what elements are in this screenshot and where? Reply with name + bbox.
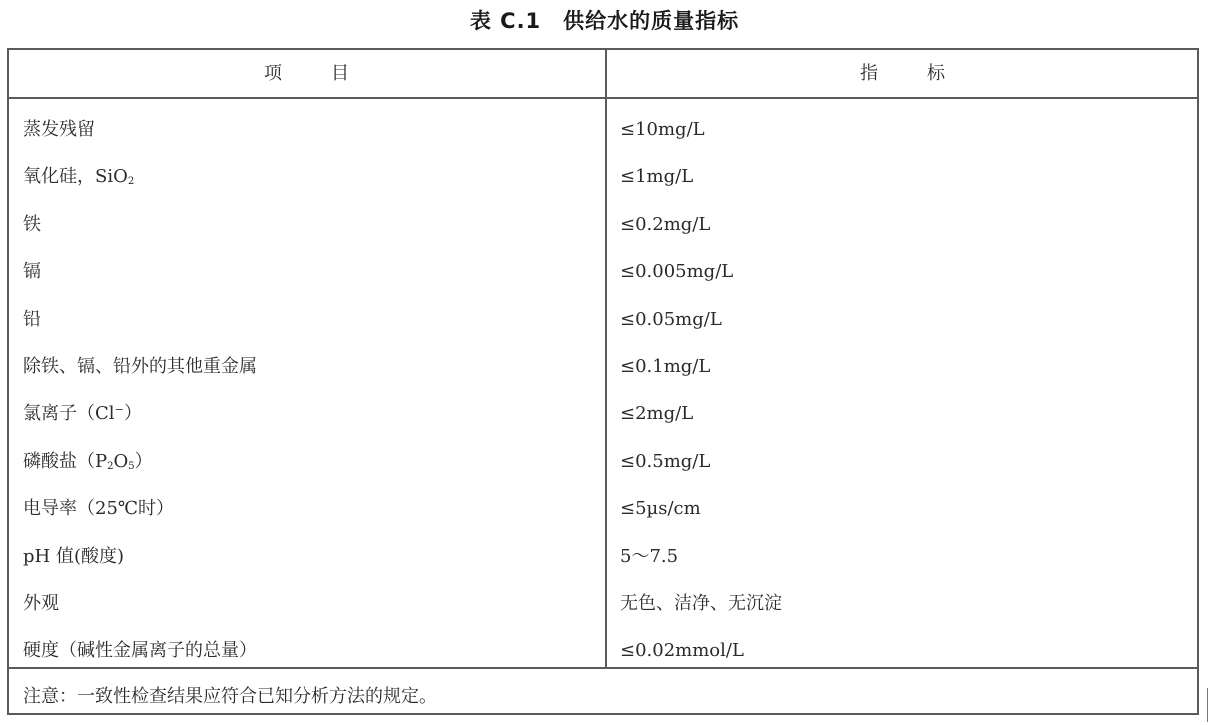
row-item: 铅: [23, 308, 41, 330]
table-header-row: [9, 50, 1197, 99]
table-row: [9, 383, 1197, 430]
row-item: 氧化硅，SiO$_2$: [23, 166, 135, 188]
row-item: 磷酸盐$(P_2O_5)$: [23, 450, 153, 472]
row-value: ≤0.2mg/L: [620, 213, 711, 235]
row-item: 外观: [23, 592, 59, 614]
row-value: ≤0.02mmol/L: [620, 640, 744, 662]
header-item: 项 目: [264, 63, 350, 84]
row-value: 无色、洁净、无沉淀: [620, 592, 782, 614]
table-row: [9, 431, 1197, 478]
row-item: 蒸发残留: [23, 119, 95, 140]
table-row: [9, 620, 1197, 667]
row-value: ≤0.05mg/L: [620, 308, 722, 330]
table-row: [9, 99, 1197, 146]
row-value: ≤0.5mg/L: [620, 450, 711, 472]
row-value: 5～7.5: [620, 545, 679, 567]
row-value: ≤1mg/L: [620, 166, 694, 188]
row-value: ≤10mg/L: [620, 119, 705, 140]
row-item: 除铁、镉、铅外的其他重金属: [23, 355, 257, 377]
page-edge-line: [1207, 688, 1208, 722]
table-title: [0, 4, 1209, 38]
row-item: 氯离子（Cl⁻）: [23, 403, 143, 425]
table-row: [9, 478, 1197, 525]
table-row: [9, 336, 1197, 383]
table-body: [9, 99, 1197, 668]
row-item: pH 值(酸度): [23, 545, 124, 567]
row-value: ≤0.1mg/L: [620, 355, 711, 377]
table-row: [9, 289, 1197, 336]
table-row: [9, 241, 1197, 288]
header-indicator: 指 标: [860, 63, 946, 84]
table-caption: 供给水的质量指标: [563, 9, 740, 33]
table-row: [9, 194, 1197, 241]
table-note: 注意：一致性检查结果应符合已知分析方法的规定。: [9, 667, 1197, 715]
table-row: [9, 146, 1197, 193]
quality-indicator-table: [7, 48, 1199, 715]
table-row: [9, 526, 1197, 573]
row-item: 硬度（碱性金属离子的总量）: [23, 640, 257, 662]
row-item: 镉: [23, 261, 41, 283]
row-value: ≤0.005mg/L: [620, 261, 734, 283]
row-item: 电导率（25℃时）: [23, 498, 175, 520]
row-item: 铁: [23, 213, 41, 235]
table-row: [9, 573, 1197, 620]
row-value: ≤5µs/cm: [620, 498, 701, 520]
row-value: ≤2mg/L: [620, 403, 694, 425]
table-number: 表 C.1: [469, 9, 542, 33]
